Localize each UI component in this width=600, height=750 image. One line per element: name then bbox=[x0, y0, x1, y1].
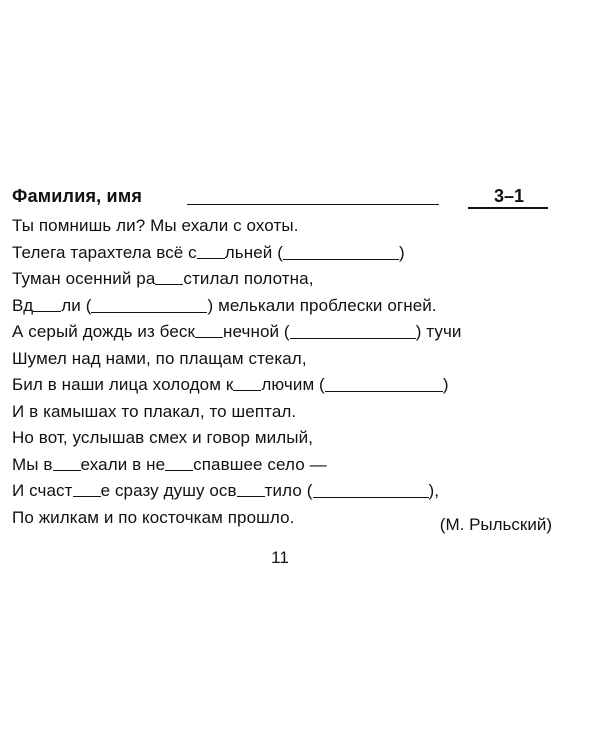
line-2-part-b: льней ( bbox=[224, 242, 283, 262]
page-number: 11 bbox=[271, 548, 289, 567]
poem-line-11 bbox=[12, 478, 572, 505]
poem-line-1-text: Ты помнишь ли? Мы ехали с охоты. bbox=[12, 216, 299, 235]
letter-gap[interactable] bbox=[197, 244, 225, 259]
poem-line-8-text: И в камышах то плакал, то шептал. bbox=[12, 401, 297, 421]
poem-line-5 bbox=[12, 319, 572, 346]
line-7-part-a: Бил в наши лица холодом к bbox=[12, 375, 234, 394]
poem-line-7 bbox=[12, 372, 572, 399]
name-label: Фамилия, имя bbox=[12, 186, 143, 206]
poem-line-4 bbox=[12, 293, 572, 320]
poem-author: (М. Рыльский) bbox=[439, 515, 552, 534]
letter-gap[interactable] bbox=[233, 376, 261, 391]
line-4-part-c: ) мелькали проблески огней. bbox=[207, 295, 437, 315]
line-10-part-b: ехали в не bbox=[80, 454, 166, 474]
line-11-part-c: тило ( bbox=[264, 481, 313, 500]
poem-line-9-text: Но вот, услышав смех и говор милый, bbox=[12, 428, 314, 447]
check-word-blank[interactable] bbox=[283, 244, 399, 260]
line-11-part-d: ), bbox=[428, 481, 440, 500]
poem-line-1 bbox=[12, 213, 572, 240]
worksheet-header bbox=[12, 186, 552, 210]
line-3-part-a: Туман осенний ра bbox=[12, 269, 156, 288]
poem-line-9 bbox=[12, 425, 572, 452]
line-7-part-b: лючим ( bbox=[261, 375, 325, 394]
name-field-line[interactable] bbox=[187, 204, 439, 205]
line-2-part-a: Телега тарахтела всё с bbox=[12, 242, 197, 262]
variant-code-box bbox=[468, 186, 548, 209]
letter-gap[interactable] bbox=[165, 456, 193, 471]
line-10-part-a: Мы в bbox=[12, 454, 53, 474]
letter-gap[interactable] bbox=[33, 297, 61, 312]
line-11-part-a: И счаст bbox=[12, 481, 73, 500]
check-word-blank[interactable] bbox=[290, 323, 416, 339]
line-7-part-c: ) bbox=[442, 375, 449, 394]
line-10-part-c: спавшее село — bbox=[193, 454, 327, 474]
line-5-part-b: нечной ( bbox=[223, 322, 290, 341]
check-word-blank[interactable] bbox=[325, 376, 443, 392]
line-3-part-b: стилал полотна, bbox=[183, 269, 314, 288]
poem-line-12-text: По жилкам и по косточкам прошло. bbox=[12, 507, 295, 527]
poem-text bbox=[12, 213, 572, 531]
letter-gap[interactable] bbox=[53, 456, 81, 471]
poem-line-2 bbox=[12, 240, 572, 267]
variant-code: 3–1 bbox=[494, 186, 525, 206]
poem-line-3 bbox=[12, 266, 572, 293]
line-11-part-b: е сразу душу осв bbox=[100, 481, 237, 500]
line-5-part-c: ) тучи bbox=[415, 322, 462, 341]
letter-gap[interactable] bbox=[155, 270, 183, 285]
check-word-blank[interactable] bbox=[313, 482, 429, 498]
line-4-part-a: Вд bbox=[12, 295, 34, 315]
poem-line-8 bbox=[12, 399, 572, 426]
letter-gap[interactable] bbox=[237, 482, 265, 497]
line-5-part-a: А серый дождь из беск bbox=[12, 322, 196, 341]
line-4-part-b: ли ( bbox=[61, 295, 92, 315]
check-word-blank[interactable] bbox=[91, 297, 207, 313]
poem-line-6-text: Шумел над нами, по плащам стекал, bbox=[12, 348, 307, 368]
letter-gap[interactable] bbox=[195, 323, 223, 338]
line-2-part-c: ) bbox=[398, 242, 405, 262]
poem-line-6 bbox=[12, 346, 572, 373]
letter-gap[interactable] bbox=[73, 482, 101, 497]
poem-line-10 bbox=[12, 452, 572, 479]
